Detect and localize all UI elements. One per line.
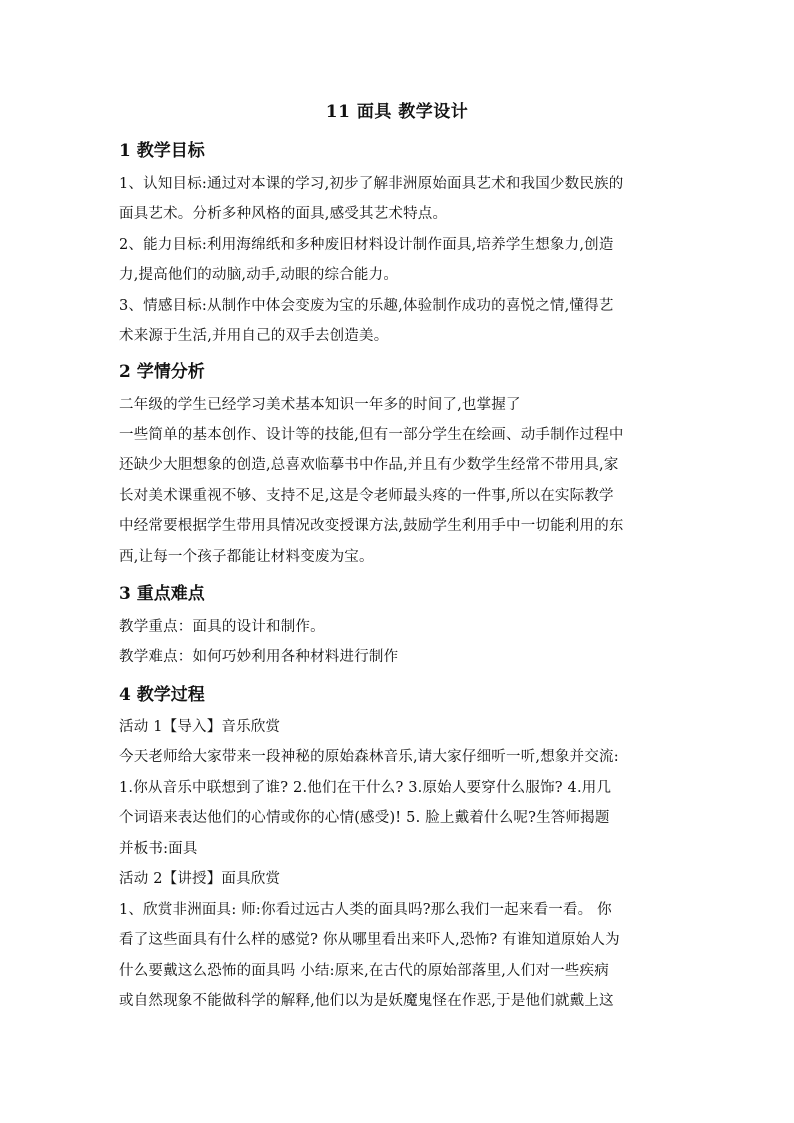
paragraph-line: 今天老师给大家带来一段神秘的原始森林音乐,请大家仔细听一听,想象并交流: bbox=[119, 749, 619, 765]
paragraph-line: 西,让每一个孩子都能让材料变废为宝。 bbox=[119, 549, 374, 565]
paragraph-line: 面具艺术。分析多种风格的面具,感受其艺术特点。 bbox=[119, 206, 448, 222]
paragraph-line: 力,提高他们的动脑,动手,动眼的综合能力。 bbox=[119, 267, 399, 283]
paragraph-line: 教学难点：如何巧妙利用各种材料进行制作 bbox=[119, 649, 399, 665]
paragraph-line: 3、情感目标:从制作中体会变废为宝的乐趣,体验制作成功的喜悦之情,懂得艺 bbox=[119, 298, 614, 314]
paragraph-line: 1、认知目标:通过对本课的学习,初步了解非洲原始面具艺术和我国少数民族的 bbox=[119, 176, 624, 192]
paragraph-line: 并板书:面具 bbox=[119, 841, 198, 857]
paragraph-line: 或自然现象不能做科学的解释,他们以为是妖魔鬼怪在作恶,于是他们就戴上这 bbox=[119, 993, 614, 1009]
paragraph-line: 看了这些面具有什么样的感觉? 你从哪里看出来吓人,恐怖? 有谁知道原始人为 bbox=[119, 932, 620, 948]
document-title: 11 面具 教学设计 bbox=[325, 102, 469, 122]
paragraph-line: 个词语来表达他们的心情或你的心情(感受)! 5. 脸上戴着什么呢?生答师揭题 bbox=[119, 810, 610, 826]
section-heading-key-points: 3 重点难点 bbox=[119, 584, 205, 604]
section-heading-process: 4 教学过程 bbox=[119, 685, 205, 705]
paragraph-line: 一些简单的基本创作、设计等的技能,但有一部分学生在绘画、动手制作过程中 bbox=[119, 427, 624, 443]
paragraph-line: 什么要戴这么恐怖的面具吗 小结:原来,在古代的原始部落里,人们对一些疾病 bbox=[119, 963, 609, 979]
paragraph-line: 1、欣赏非洲面具: 师:你看过远古人类的面具吗?那么我们一起来看一看。 你 bbox=[119, 902, 612, 918]
section-heading-analysis: 2 学情分析 bbox=[119, 362, 205, 382]
paragraph-line: 还缺少大胆想象的创造,总喜欢临摹书中作品,并且有少数学生经常不带用具,家 bbox=[119, 457, 619, 473]
paragraph-line: 教学重点：面具的设计和制作。 bbox=[119, 619, 325, 635]
paragraph-line: 中经常要根据学生带用具情况改变授课方法,鼓励学生利用手中一切能利用的东 bbox=[119, 518, 624, 534]
paragraph-line: 1.你从音乐中联想到了谁? 2.他们在干什么? 3.原始人要穿什么服饰? 4.用几 bbox=[119, 780, 612, 796]
paragraph-line: 术来源于生活,并用自己的双手去创造美。 bbox=[119, 328, 389, 344]
paragraph-line: 二年级的学生已经学习美术基本知识一年多的时间了,也掌握了 bbox=[119, 397, 521, 413]
paragraph-line: 活动 1【导入】音乐欣赏 bbox=[119, 719, 281, 735]
section-heading-objectives: 1 教学目标 bbox=[119, 141, 205, 161]
paragraph-line: 活动 2【讲授】面具欣赏 bbox=[119, 871, 281, 887]
paragraph-line: 2、能力目标:利用海绵纸和多种废旧材料设计制作面具,培养学生想象力,创造 bbox=[119, 237, 614, 253]
paragraph-line: 长对美术课重视不够、支持不足,这是令老师最头疼的一件事,所以在实际教学 bbox=[119, 488, 614, 504]
